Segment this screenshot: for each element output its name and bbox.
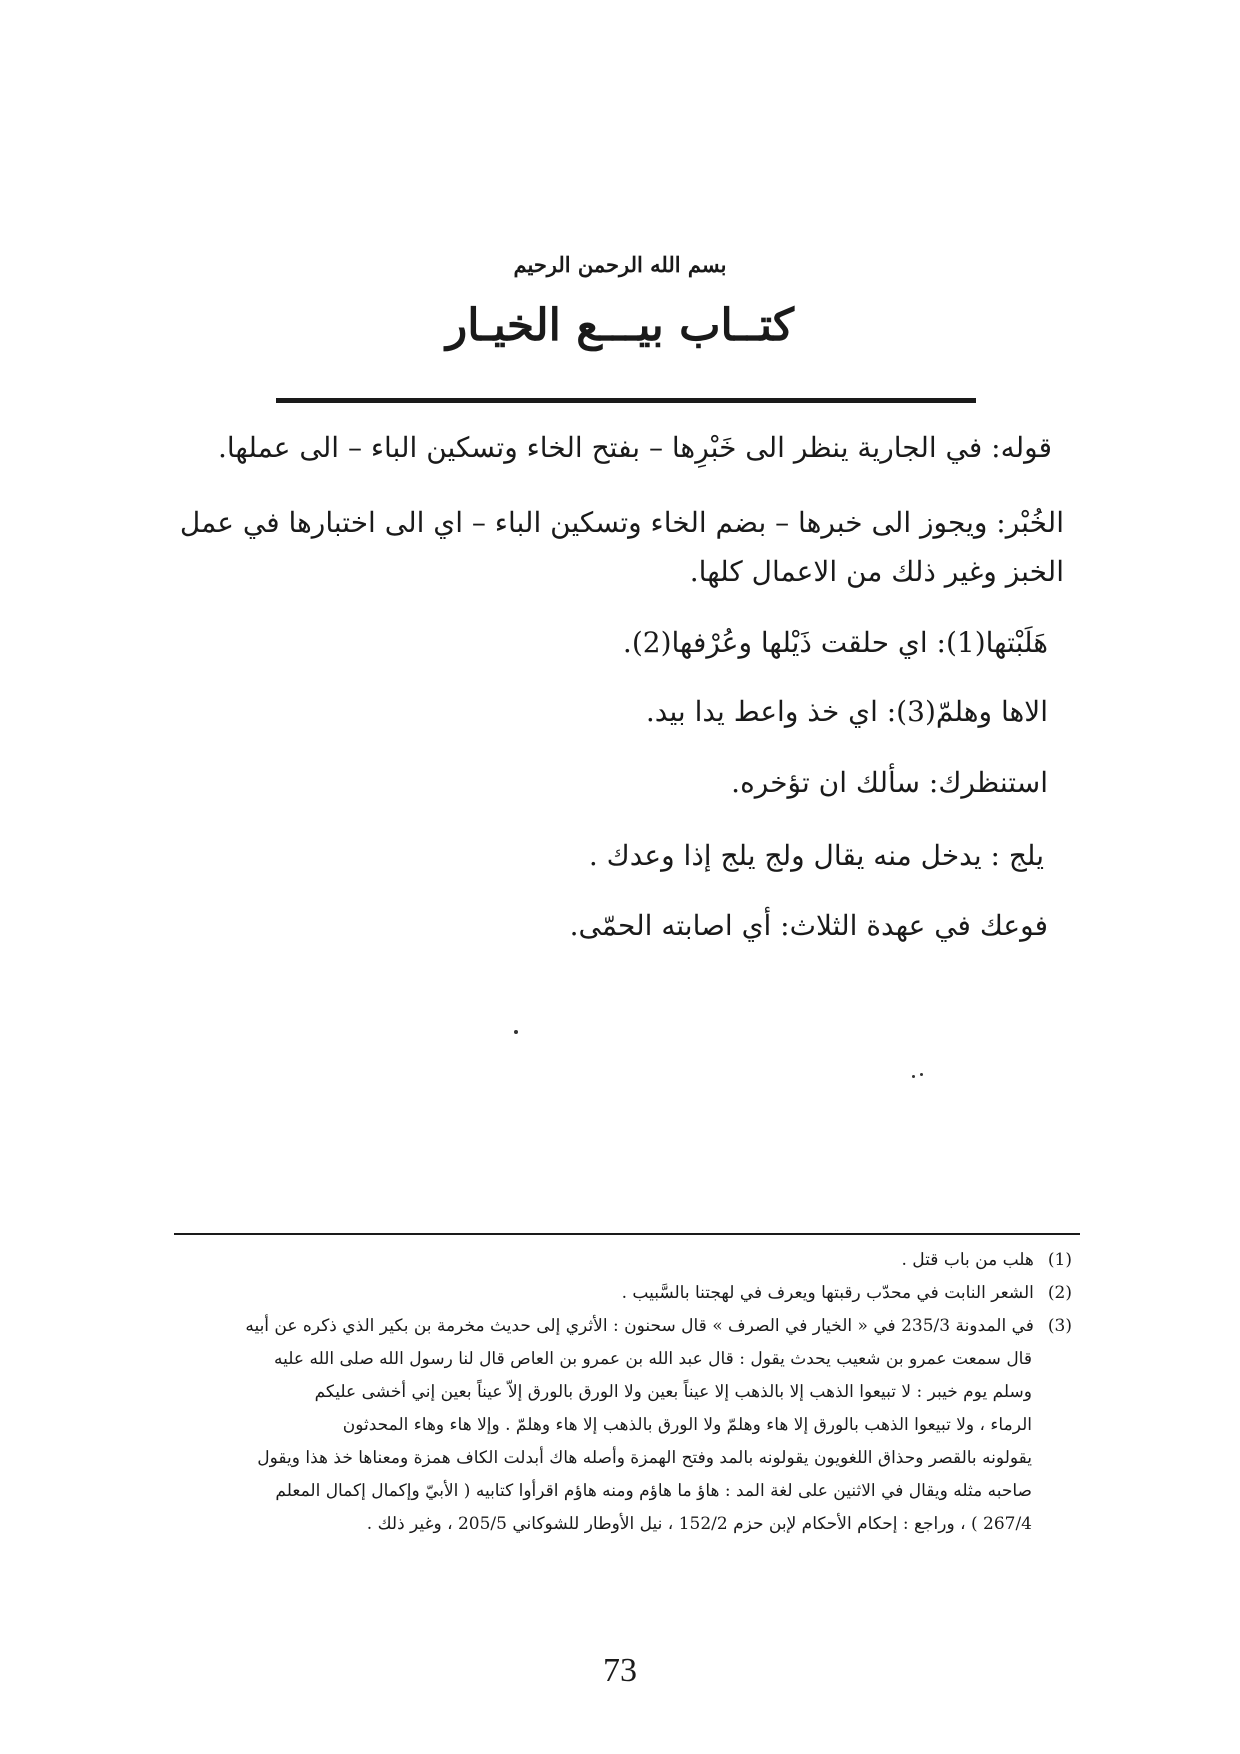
footnote-number: (3) <box>1047 1316 1072 1336</box>
footnote-3 <box>245 1310 1072 1343</box>
footnote-text: الشعر النابت في محدّب رقبتها ويعرف في لهجتنا بالسَّبيب . <box>621 1283 1034 1303</box>
footnote-divider <box>174 1233 1080 1235</box>
footnote-number: (1) <box>1047 1250 1072 1270</box>
body-line-6: استنظرك: سألك ان تؤخره. <box>731 766 1048 799</box>
footnote-3-line-5: يقولونه بالقصر وحذاق اللغويون يقولونه بالمد وفتح الهمزة وأصله هاك أبدلت الكاف همزة ومعناها خذ هذا ويقول <box>257 1448 1032 1468</box>
body-line-4: هَلَبْتها(1): اي حلقت ذَيْلها وعُرْفها(2). <box>622 626 1048 659</box>
footnote-text: هلب من باب قتل . <box>901 1250 1034 1270</box>
footnote-3-line-4: الرماء ، ولا تبيعوا الذهب بالورق إلا هاء وهلمّ ولا الورق بالذهب إلا هاء وهلمّ . وإلا هاء وهاء المحدثون <box>342 1415 1032 1435</box>
footnote-3-line-6: صاحبه مثله ويقال في الاثنين على لغة المد : هاؤ ما هاؤم ومنه هاؤم اقرأوا كتابيه ( الأبيّ وإكمال إكمال المعلم <box>275 1481 1032 1501</box>
footnote-number: (2) <box>1047 1283 1072 1303</box>
footnote-3-line-3: وسلم يوم خيبر : لا تبيعوا الذهب إلا بالذهب إلا عيناً بعين ولا الورق بالورق إلاّ عيناً بعين إني أخشى عليكم <box>314 1382 1032 1402</box>
basmala: بسم الله الرحمن الرحيم <box>513 252 727 277</box>
footnote-3-line-7: 267/4 ) ، وراجع : إحكام الأحكام لإبن حزم 152/2 ، نيل الأوطار للشوكاني 205/5 ، وغير ذلك . <box>366 1514 1032 1534</box>
scan-speck <box>912 1075 915 1078</box>
chapter-title: كتــاب بيـــع الخيـار <box>446 300 794 351</box>
body-line-2: الخُبْر: ويجوز الى خبرها – بضم الخاء وتسكين الباء – اي الى اختبارها في عمل <box>179 506 1064 539</box>
footnote-2 <box>622 1277 1072 1310</box>
page-number: 73 <box>603 1652 637 1689</box>
body-line-7: يلج : يدخل منه يقال ولج يلج إذا وعدك . <box>588 839 1044 872</box>
footnote-1 <box>901 1244 1072 1277</box>
body-line-8: فوعك في عهدة الثلاث: أي اصابته الحمّى. <box>569 909 1048 942</box>
scan-speck <box>514 1030 518 1034</box>
body-line-1: قوله: في الجارية ينظر الى خَبْرِها – بفتح الخاء وتسكين الباء – الى عملها. <box>218 431 1052 464</box>
title-divider <box>276 398 976 403</box>
body-line-3: الخبز وغير ذلك من الاعمال كلها. <box>689 555 1064 588</box>
scan-speck <box>920 1073 923 1076</box>
body-line-5: الاها وهلمّ(3): اي خذ واعط يدا بيد. <box>645 695 1048 728</box>
footnote-3-line-2: قال سمعت عمرو بن شعيب يحدث يقول : قال عبد الله بن عمرو بن العاص قال لنا رسول الله صلى الله عليه <box>274 1349 1032 1369</box>
footnote-text: في المدونة 235/3 في « الخيار في الصرف » قال سحنون : الأثري إلى حديث مخرمة بن بكير الذي ذكره عن أبيه <box>245 1316 1034 1336</box>
